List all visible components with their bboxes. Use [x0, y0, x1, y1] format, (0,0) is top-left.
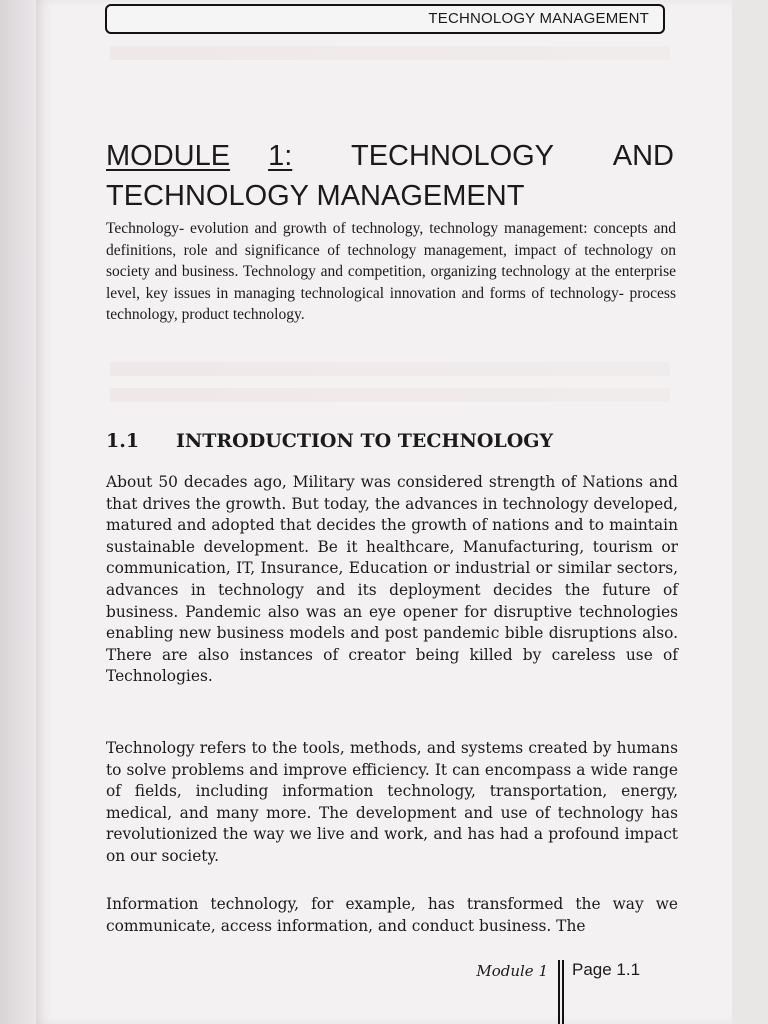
module-title-word: TECHNOLOGY	[351, 140, 555, 172]
footer-divider	[558, 960, 560, 1024]
module-label: MODULE 1:	[106, 140, 293, 172]
module-title-line2: TECHNOLOGY MANAGEMENT	[106, 180, 525, 212]
page-footer	[430, 960, 670, 990]
paragraph: Information technology, for example, has transformed the way we communicate, access information, and conduct business. The	[106, 895, 678, 935]
bleed-through-2	[110, 362, 670, 376]
module-syllabus: Technology- evolution and growth of technology, technology management: concepts and definitions, role and significance of technology management, impact of technology on society and business. Technology and competition, organizing technology at the enterprise level, key issues in managing technological innovation and forms of technology- process technology, product technology.	[106, 220, 676, 323]
footer-module: Module 1	[476, 962, 548, 980]
page-spine-shadow	[0, 0, 36, 1024]
bleed-through-3	[110, 388, 670, 402]
paragraph: Technology refers to the tools, methods, and systems created by humans to solve problems and improve efficiency. It can encompass a wide range of fields, including information technology, transportation, energy, medical, and many more. The development and use of technology has revolutionized the way we live and work, and has had a profound impact on our society.	[106, 739, 678, 865]
section-heading	[106, 430, 676, 452]
bleed-through-1	[110, 46, 670, 60]
paragraph: About 50 decades ago, Military was considered strength of Nations and that drives the growth. But today, the advances in technology developed, matured and adopted that decides the growth of nations and to maintain sustainable development. Be it healthcare, Manufacturing, tourism or communication, IT, Insurance, Education or industrial or similar sectors, advances in technology and its deployment decides the future of business. Pandemic also was an eye opener for disruptive technologies enabling new business models and post pandemic bible disruptions also. There are also instances of creator being killed by careless use of Technologies.	[106, 473, 678, 686]
running-header-title: TECHNOLOGY MANAGEMENT	[428, 10, 649, 27]
module-title-and: AND	[612, 140, 674, 172]
module-title	[106, 136, 674, 216]
section-title: INTRODUCTION TO TECHNOLOGY	[176, 430, 554, 452]
section-number: 1.1	[106, 430, 140, 452]
footer-divider	[562, 960, 564, 1024]
running-header	[105, 4, 665, 34]
footer-page-number: Page 1.1	[572, 960, 641, 979]
